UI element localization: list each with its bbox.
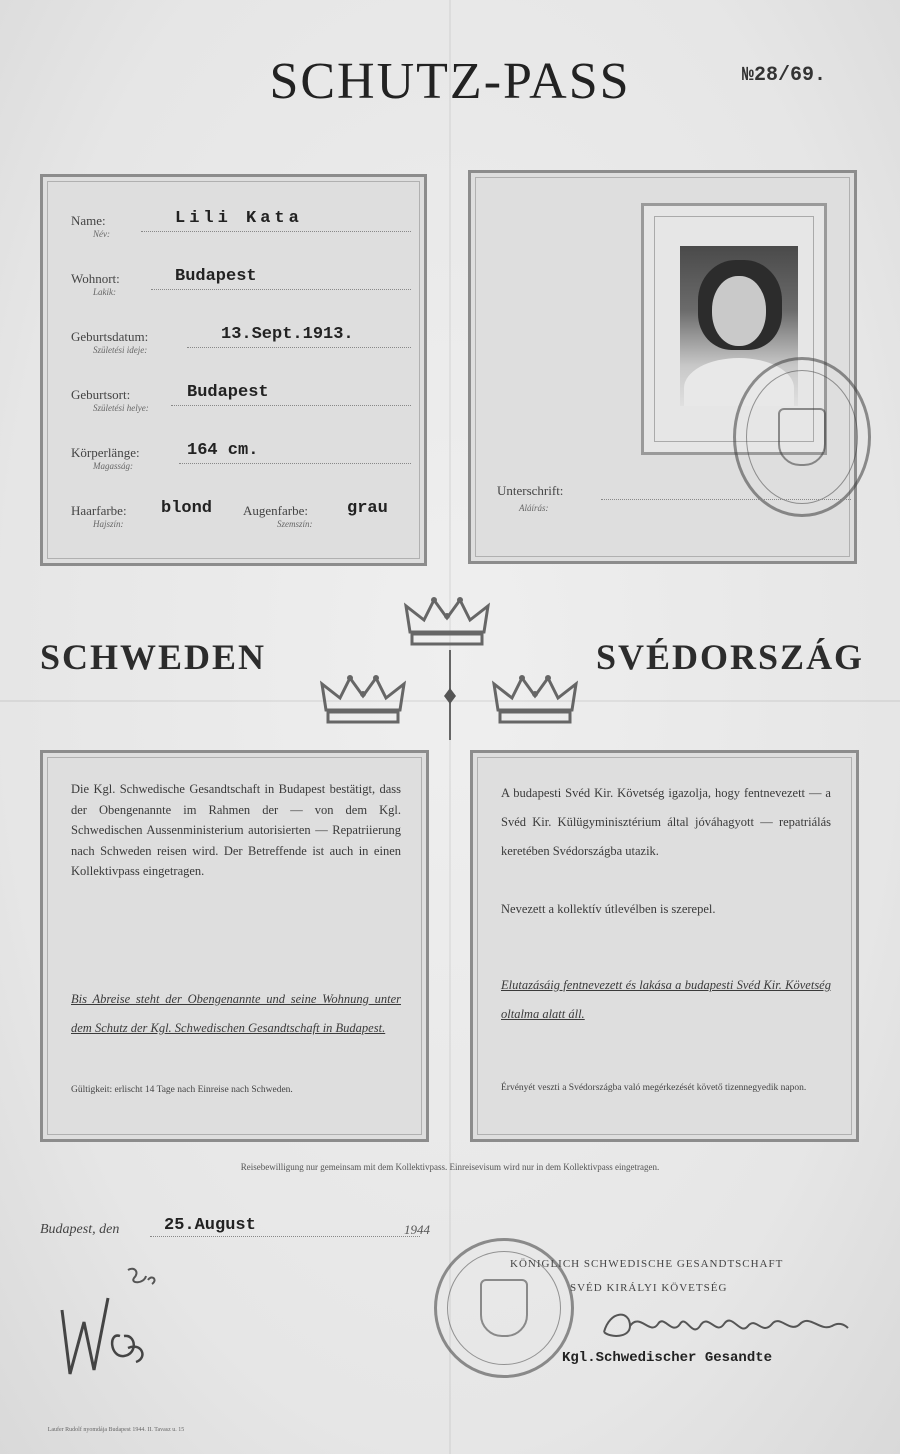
country-hu: SVÉDORSZÁG <box>596 637 865 677</box>
footnote: Reisebewilligung nur gemeinsam mit dem Kollektivpass. Einreisevisum wird nur in dem Kollektivpass eingetragen. <box>240 1162 660 1172</box>
birthplace-label: Geburtsort: <box>71 387 131 402</box>
crown-icon <box>320 674 406 726</box>
height-value: 164 cm. <box>187 441 259 460</box>
eye-label: Augenfarbe: <box>243 503 308 518</box>
photo-seal-stamp <box>733 357 871 517</box>
field-birthdate <box>71 325 411 359</box>
hungarian-validity: Érvényét veszti a Svédországba való megérkezését követő tizennegyedik napon. <box>501 1083 807 1093</box>
height-sub: Magasság: <box>93 461 133 471</box>
german-validity: Gültigkeit: erlischt 14 Tage nach Einreise nach Schweden. <box>71 1085 293 1095</box>
hungarian-text-box <box>470 750 859 1142</box>
crown-icon <box>404 596 490 648</box>
photo-box <box>468 170 857 564</box>
envoy-title: Kgl.Schwedischer Gesandte <box>562 1350 773 1366</box>
issue-year: 1944 <box>404 1222 430 1237</box>
legation-name-hu: SVÉD KIRÁLYI KÖVETSÉG <box>570 1282 728 1294</box>
hungarian-paragraph-2: Nevezett a kollektív útlevélben is szerepel. <box>501 902 716 916</box>
hair-sub: Hajszín: <box>93 519 124 529</box>
name-label: Name: <box>71 213 106 228</box>
issue-date: 25.August <box>164 1216 256 1235</box>
residence-sub: Lakik: <box>93 287 116 297</box>
hungarian-paragraph: A budapesti Svéd Kir. Követség igazolja, hogy fentnevezett — a Svéd Kir. Külügyminisztérium által jóváhagyott — repatriálás keretében Svédországba utazik. <box>501 786 831 858</box>
residence-label: Wohnort: <box>71 271 120 286</box>
name-value: Lili Kata <box>175 209 303 228</box>
field-name <box>71 209 411 243</box>
hair-value: blond <box>161 499 213 518</box>
field-birthplace <box>71 383 411 417</box>
field-height <box>71 441 411 475</box>
field-hair-eye <box>71 499 421 533</box>
birthdate-value: 13.Sept.1913. <box>221 325 354 344</box>
hungarian-protection-text: Elutazásáig fentnevezett és lakása a budapesti Svéd Kir. Követség oltalma alatt áll. <box>501 978 831 1021</box>
german-paragraph: Die Kgl. Schwedische Gesandtschaft in Budapest bestätigt, dass der Obengenannte im Rahmen der — von dem Kgl. Schwedischen Aussenministerium autorisierten — Repatriierung nach Schweden reisen wird. Der Betreffende ist auch in einen Kollektivpass eingetragen. <box>71 782 401 878</box>
handwritten-initials <box>48 1262 168 1392</box>
legation-name: KÖNIGLICH SCHWEDISCHE GESANDTSCHAFT <box>510 1258 784 1270</box>
birthdate-sub: Születési ideje: <box>93 345 148 355</box>
hair-label: Haarfarbe: <box>71 503 127 518</box>
country-de: SCHWEDEN <box>40 637 267 677</box>
height-label: Körperlänge: <box>71 445 140 460</box>
birthplace-value: Budapest <box>187 383 269 402</box>
german-protection-text: Bis Abreise steht der Obengenannte und seine Wohnung unter dem Schutz der Kgl. Schwedischen Gesandtschaft in Budapest. <box>71 992 401 1035</box>
field-residence <box>71 267 411 301</box>
document-number: №28/69. <box>742 64 827 87</box>
personal-data-box <box>40 174 427 566</box>
printer-imprint: Laufer Rudolf nyomdája Budapest 1944. II. Tavasz u. 15 <box>47 1427 185 1433</box>
birthdate-label: Geburtsdatum: <box>71 329 149 344</box>
birthplace-sub: Születési helye: <box>93 403 149 413</box>
residence-value: Budapest <box>175 267 257 286</box>
envoy-signature <box>600 1302 850 1346</box>
cross-ornament <box>436 650 464 740</box>
signature-label: Unterschrift: <box>497 483 564 498</box>
crown-icon <box>492 674 578 726</box>
name-sub: Név: <box>93 229 110 239</box>
document-title: SCHUTZ-PASS <box>269 53 631 110</box>
german-text-box <box>40 750 429 1142</box>
place-label: Budapest, den <box>40 1222 120 1237</box>
eye-sub: Szemszín: <box>277 519 313 529</box>
eye-value: grau <box>347 499 388 518</box>
signature-sub: Aláírás: <box>519 503 549 513</box>
